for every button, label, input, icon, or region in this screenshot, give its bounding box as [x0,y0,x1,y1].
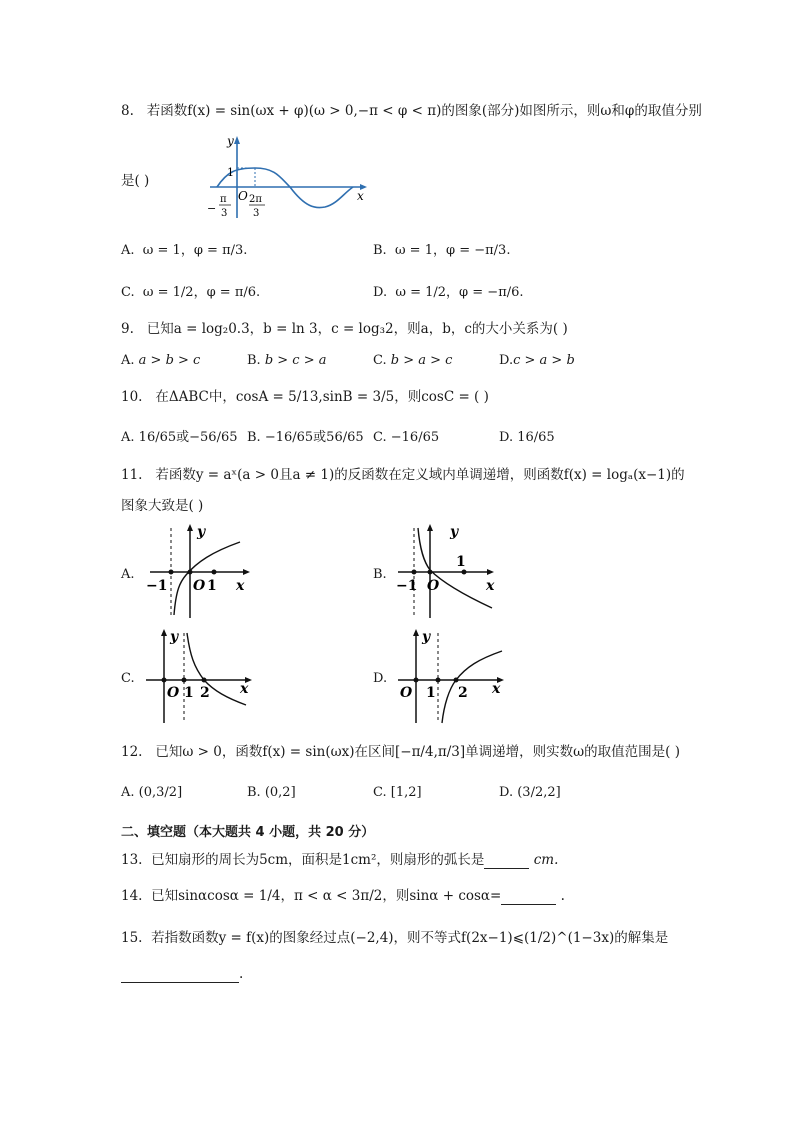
option-text: ω = 1/2，φ = π/6. [142,285,261,300]
q15-text: 若指数函数y = f(x)的图象经过点(−2,4)，则不等式f(2x−1)⩽(1/2)^(1−3x)的解集是 [151,930,669,946]
q12-stem-text: 已知ω > 0，函数f(x) = sin(ωx)在区间[−π/4,π/3]单调递增，则实数ω的取值范围是( ) [155,744,680,760]
q11-stem-text: 若函数y = aˣ(a > 0且a ≠ 1)的反函数在定义域内单调递增，则函数f(x) = logₐ(x−1)的 [155,467,685,483]
q8-2pi-num: 2π [249,194,262,205]
q11-stem-cont: 图象大致是( ) [121,498,204,514]
label-one: 1 [426,685,436,701]
q10-option-c[interactable] [373,429,439,447]
q8-stem-text: 若函数f(x) = sin(ωx + φ)(ω > 0,−π < φ < π)的图象(部分)如图所示，则ω和φ的取值分别 [146,103,702,119]
q12-option-d[interactable] [499,784,561,802]
option-key: A. [121,785,135,800]
q15-number: 15. [121,930,143,946]
label-origin: O [427,578,440,594]
label-x: x [486,578,495,594]
q8-stem [121,102,702,120]
q11-number: 11. [121,467,143,483]
q10-number: 10. [121,389,143,405]
label-y: y [422,629,431,645]
label-x: x [240,681,249,697]
q8-number: 8. [121,103,134,119]
q15-answer-line [121,965,243,983]
label-two: 2 [458,685,468,701]
option-key: B. [247,430,261,445]
option-text: a > b > c [138,353,201,368]
q8-y-label: y [227,134,234,148]
q9-stem-text: 已知a = log₂0.3，b = ln 3，c = log₃2，则a，b，c的大小关系为( ) [146,321,568,337]
q8-option-c[interactable] [121,284,260,302]
option-text: c > a > b [513,353,575,368]
q10-option-d[interactable] [499,429,555,447]
option-key: D. [373,285,388,300]
q13-answer-blank[interactable] [484,854,529,869]
option-text: 16/65或−56/65 [138,430,238,445]
option-text: (3/2,2] [517,785,561,800]
q10-stem [121,388,489,406]
q8-2pi-den: 3 [253,208,260,219]
label-two: 2 [200,685,210,701]
q11-option-d-graph[interactable] [394,625,509,725]
label-one: 1 [456,554,466,570]
option-text: −16/65或56/65 [264,430,364,445]
q14-text: 已知sinαcosα = 1/4，π < α < 3π/2，则sinα + cosα= [151,888,502,904]
option-key: D. [499,430,514,445]
q11-option-c-graph[interactable] [142,625,257,725]
option-key: C. [373,430,387,445]
q12-stem [121,743,680,761]
option-key: D. [499,785,514,800]
q11-option-a-graph[interactable] [142,520,257,620]
option-text: ω = 1，φ = π/3. [142,243,248,258]
label-x: x [492,681,501,697]
q14-end: . [560,888,565,904]
label-y: y [450,524,459,540]
label-y: y [197,524,206,540]
q9-option-b[interactable] [247,352,327,370]
option-text: (0,3/2] [138,785,183,800]
option-key: B. [247,785,261,800]
q11-stem [121,466,685,484]
label-origin: O [400,685,413,701]
label-one: 1 [207,578,217,594]
label-neg-one: −1 [146,578,168,594]
q13-unit: cm. [533,852,559,868]
q11-option-a-key[interactable]: A. [121,567,135,582]
option-text: ω = 1/2，φ = −π/6. [395,285,524,300]
q9-number: 9. [121,321,134,337]
option-text: −16/65 [390,430,440,445]
q9-stem [121,320,568,338]
q13 [121,851,558,869]
q8-stem-cont: 是( ) [121,173,150,189]
q8-sine-graph [205,132,375,222]
q9-option-d[interactable] [499,352,575,370]
q8-x-label: x [357,189,364,203]
label-origin: O [193,578,206,594]
label-neg-one: −1 [396,578,418,594]
option-key: A. [121,353,135,368]
section-title: 二、填空题（本大题共 4 小题，共 20 分） [121,825,375,840]
q8-option-b[interactable] [373,242,510,260]
option-text: ω = 1，φ = −π/3. [394,243,511,258]
q8-neg-pi-num: π [220,194,227,205]
q8-one-label: 1 [227,166,234,179]
option-key: A. [121,243,135,258]
option-key: A. [121,430,135,445]
option-key: C. [373,353,387,368]
q11-option-b-key[interactable]: B. [373,567,387,582]
q8-origin-label: O [238,189,248,203]
q9-option-c[interactable] [373,352,452,370]
option-key: D. [499,353,514,368]
option-key: B. [373,243,387,258]
q8-minus-sign: − [207,202,217,215]
option-key: B. [247,353,261,368]
label-one: 1 [184,685,194,701]
q13-number: 13. [121,852,143,868]
option-text: [1,2] [390,785,422,800]
option-text: (0,2] [264,785,296,800]
option-key: C. [373,785,387,800]
q12-option-b[interactable] [247,784,296,802]
q15-end: . [239,966,244,982]
q10-option-a[interactable] [121,429,238,447]
q8-option-d[interactable] [373,284,524,302]
label-y: y [170,629,179,645]
q11-option-b-graph[interactable] [394,520,504,620]
label-x: x [236,578,245,594]
q14-answer-blank[interactable] [501,890,556,905]
q8-neg-pi-den: 3 [221,208,228,219]
option-key: C. [121,285,135,300]
q13-text: 已知扇形的周长为5cm，面积是1cm²，则扇形的弧长是 [151,852,485,868]
option-text: 16/65 [517,430,555,445]
q12-number: 12. [121,744,143,760]
q15-answer-blank[interactable] [121,968,239,983]
q15 [121,929,668,947]
label-origin: O [167,685,180,701]
q11-option-c-key[interactable]: C. [121,671,135,686]
q14 [121,887,565,905]
q14-number: 14. [121,888,143,904]
q10-option-b[interactable] [247,429,364,447]
q12-option-c[interactable] [373,784,422,802]
option-text: b > c > a [264,353,327,368]
q8-option-a[interactable] [121,242,247,260]
q9-option-a[interactable] [121,352,200,370]
q12-option-a[interactable] [121,784,182,802]
q10-stem-text: 在ΔABC中，cosA = 5/13,sinB = 3/5，则cosC = ( ) [155,389,489,405]
option-text: b > a > c [390,353,453,368]
q11-option-d-key[interactable]: D. [373,671,388,686]
